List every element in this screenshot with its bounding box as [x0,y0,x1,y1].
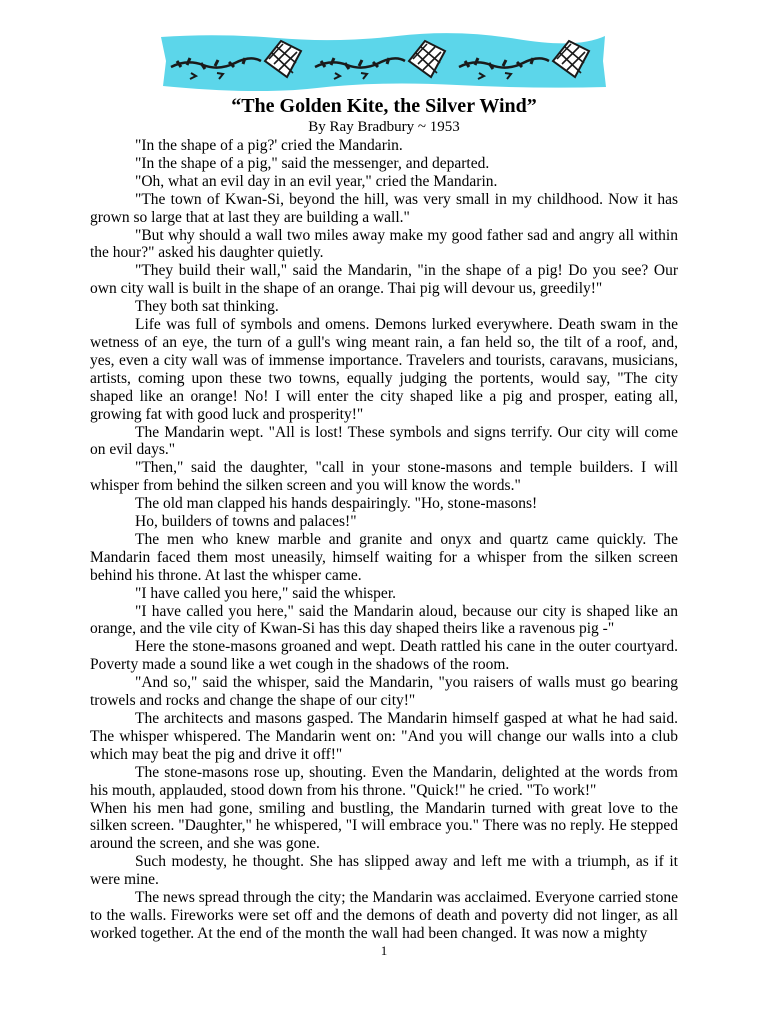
paragraph: "I have called you here," said the Mandarin aloud, because our city is shaped like an orange, and the vile city of Kwan-Si has this day shaped theirs like a ravenous pig -" [90,602,678,638]
paragraph: "They build their wall," said the Mandarin, "in the shape of a pig! Do you see? Our own city wall is built in the shape of an orange. Thai pig will devour us, greedily!" [90,262,678,298]
paragraph: Ho, builders of towns and palaces!" [135,513,357,531]
kite-banner [157,31,609,91]
paragraph: "I have called you here," said the whisper. [135,584,396,602]
paragraph: "In the shape of a pig?' cried the Mandarin. [135,137,403,154]
paragraph: "Then," said the daughter, "call in your stone-masons and temple builders. I will whisper from behind the silken screen and you will know the words." [90,459,678,495]
paragraph: "In the shape of a pig," said the messenger, and departed. [135,154,490,172]
paragraph: "But why should a wall two miles away make my good father sad and angry all within the hour?" asked his daughter quietly. [90,226,678,262]
paragraph: The men who knew marble and granite and onyx and quartz came quickly. The Mandarin faced them most uneasily, himself waiting for a whisper from the silken screen behind his throne. At last the whisper came. [90,530,678,584]
paragraph: The news spread through the city; the Mandarin was acclaimed. Everyone carried stone to the walls. Fireworks were set off and the demons of death and poverty did not linger, as all worked together. At the end of the month the wall had been changed. It was now a mighty [90,889,678,942]
paragraph: Life was full of symbols and omens. Demons lurked everywhere. Death swam in the wetness of an eye, the turn of a gull's wing meant rain, a fan held so, the tilt of a roof, and, yes, even a city wall was of immense importance. Travelers and tourists, caravans, musicians, artists, coming upon these two towns, equally judging the portents, would say, "The city shaped like an orange! No! I will enter the city shaped like a pig and prosper, eating all, growing fat with good luck and prosperity!" [90,316,678,423]
page-number: 1 [380,943,388,958]
paragraph: "And so," said the whisper, said the Mandarin, "you raisers of walls must go bearing trowels and rocks and change the shape of our city!" [90,674,678,710]
paragraph: "Oh, what an evil day in an evil year," cried the Mandarin. [135,172,498,190]
story-body [90,137,678,943]
paragraph: The architects and masons gasped. The Mandarin himself gasped at what he had said. The whisper whispered. The Mandarin went on: "And you will change our walls into a club which may beat the pig and drive it off!" [90,710,678,763]
story-title: “The Golden Kite, the Silver Wind” [231,95,537,117]
paragraph: They both sat thinking. [135,298,279,316]
paragraph: Here the stone-masons groaned and wept. Death rattled his cane in the outer courtyard. Poverty made a sound like a wet cough in the shadows of the room. [90,638,678,674]
paragraph: "The town of Kwan-Si, beyond the hill, was very small in my childhood. Now it has grown so large that at last they are building a wall." [90,190,678,226]
paragraph: When his men had gone, smiling and bustling, the Mandarin turned with great love to the silken screen. "Daughter," he whispered, "I will embrace you." There was no reply. He stepped around the screen, and she was gone. [90,799,678,853]
paragraph: The old man clapped his hands despairingly. "Ho, stone-masons! [135,495,538,513]
paragraph: The Mandarin wept. "All is lost! These symbols and signs terrify. Our city will come on evil days." [90,423,678,459]
author-byline: By Ray Bradbury ~ 1953 [308,119,460,135]
paragraph: The stone-masons rose up, shouting. Even the Mandarin, delighted at the words from his mouth, applauded, stood down from his throne. "Quick!" he cried. "To work!" [90,763,678,799]
paragraph: Such modesty, he thought. She has slipped away and left me with a triumph, as if it were mine. [90,853,678,889]
